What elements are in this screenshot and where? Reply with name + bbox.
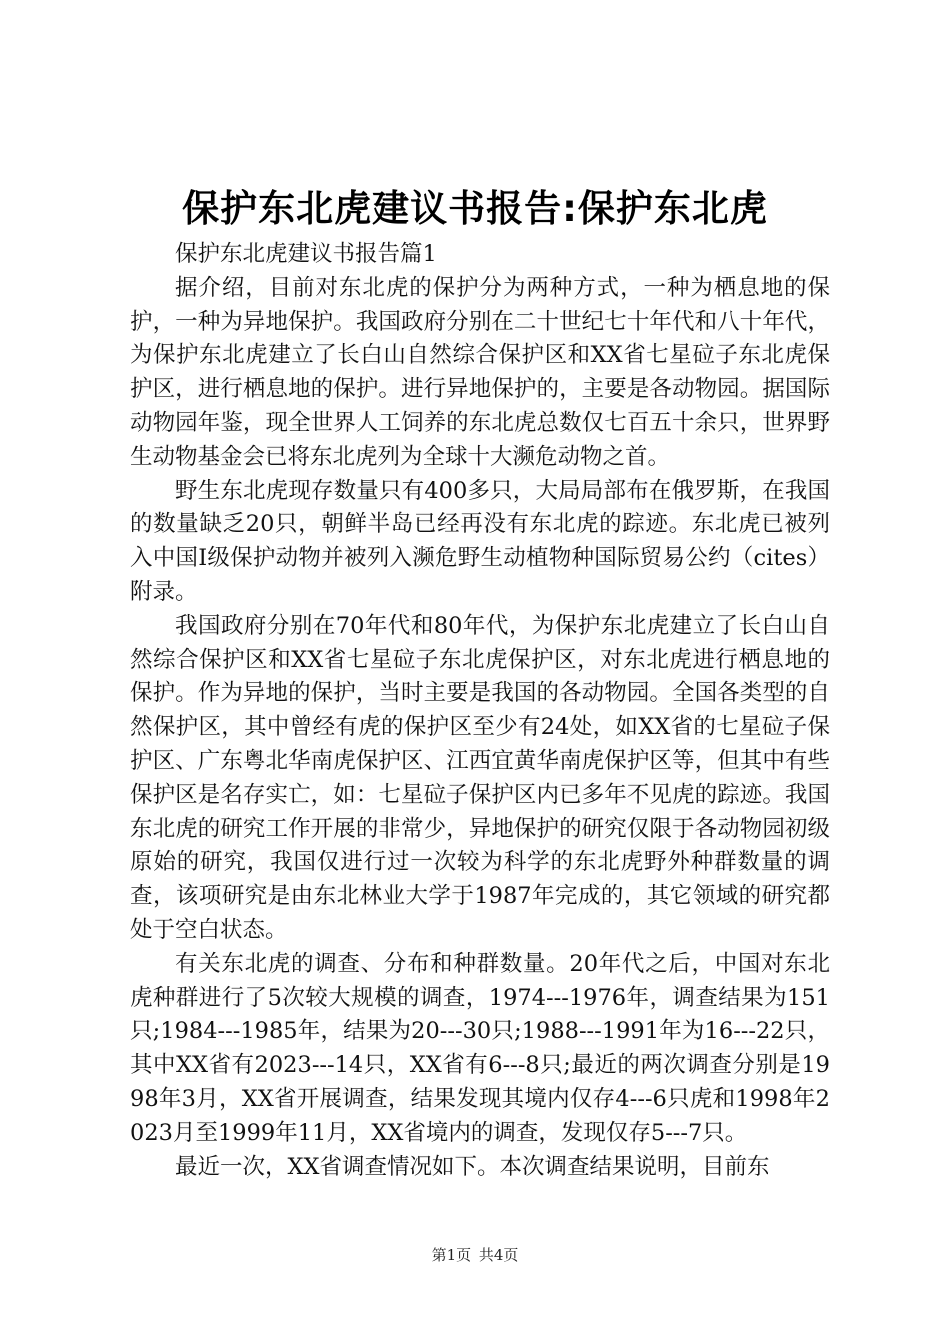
document-title: 保护东北虎建议书报告:保护东北虎	[182, 187, 768, 230]
paragraph: 有关东北虎的调查、分布和种群数量。20年代之后，中国对东北虎种群进行了5次较大规模的调查，1974---1976年，调查结果为151只;1984---1985年，结果为20---30只;1988---1991年为16---22只，其中XX省有2023---14只，XX省有6---8只;最近的两次调查分别是1998年3月，XX省开展调查，结果发现其境内仅存4---6只虎和1998年2023月至1999年11月，XX省境内的调查，发现仅存5---7只。	[130, 950, 830, 1146]
document-body	[130, 238, 830, 1184]
paragraph: 野生东北虎现存数量只有400多只，大局局部布在俄罗斯，在我国的数量缺乏20只，朝鲜半岛已经再没有东北虎的踪迹。东北虎已被列入中国Ⅰ级保护动物并被列入濒危野生动植物种国际贸易公约（cites）附录。	[130, 477, 830, 605]
paragraph: 我国政府分别在70年代和80年代，为保护东北虎建立了长白山自然综合保护区和XX省七星砬子东北虎保护区，对东北虎进行栖息地的保护。作为异地的保护，当时主要是我国的各动物园。全国各类型的自然保护区，其中曾经有虎的保护区至少有24处，如XX省的七星砬子保护区、广东粤北华南虎保护区、江西宜黄华南虎保护区等，但其中有些保护区是名存实亡，如：七星砬子保护区内已多年不见虎的踪迹。我国东北虎的研究工作开展的非常少，异地保护的研究仅限于各动物园初级原始的研究，我国仅进行过一次较为科学的东北虎野外种群数量的调查，该项研究是由东北林业大学于1987年完成的，其它领域的研究都处于空白状态。	[130, 612, 830, 943]
section-heading: 保护东北虎建议书报告篇1	[175, 241, 437, 267]
page-footer: 第1页 共4页	[431, 1246, 519, 1264]
paragraph: 据介绍，目前对东北虎的保护分为两种方式，一种为栖息地的保护，一种为异地保护。我国政府分别在二十世纪七十年代和八十年代，为保护东北虎建立了长白山自然综合保护区和XX省七星砬子东北虎保护区，进行栖息地的保护。进行异地保护的，主要是各动物园。据国际动物园年鉴，现全世界人工饲养的东北虎总数仅七百五十余只，世界野生动物基金会已将东北虎列为全球十大濒危动物之首。	[130, 274, 830, 470]
paragraph: 最近一次，XX省调查情况如下。本次调查结果说明，目前东	[175, 1153, 770, 1180]
